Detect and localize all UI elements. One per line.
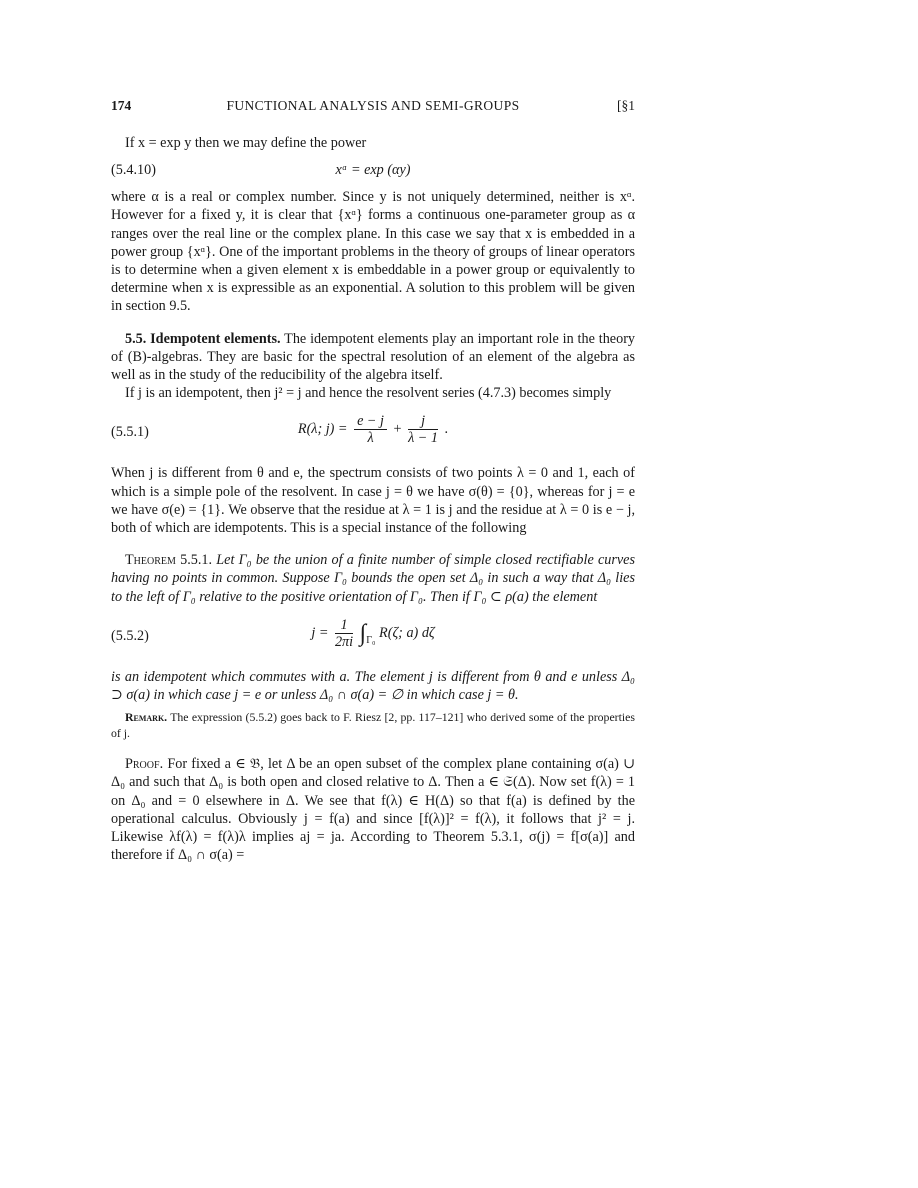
equation-5-5-1 <box>111 410 635 456</box>
plus-sign: + <box>393 421 402 438</box>
page-number: 174 <box>111 98 132 113</box>
proof-label: Proof. <box>125 756 164 773</box>
numerator: 1 <box>335 617 353 634</box>
section-first-text: The idempotent elements play an important role in the theory of (B)-algebras. They are basic for the spectral resolution of an element of the algebra as well as in the study of the reducibility of the algebra itself. <box>111 330 636 384</box>
remark-text: The expression (5.5.2) goes back to F. Riesz [2, pp. 117–121] who derived some of the properties of j. <box>111 710 635 740</box>
fraction-1 <box>354 413 387 446</box>
theorem-text: Let Γ₀ be the union of a finite number of simple closed rectifiable curves having no points in common. Suppose Γ₀ bounds the open set Δ₀ in such a way that Δ₀ lies to the left of Γ₀ relative to the positive orientation of Γ₀. Then if Γ₀ ⊂ ρ(a) the element <box>111 552 636 605</box>
fraction <box>335 617 353 650</box>
equation-expression <box>111 617 635 650</box>
page-body <box>111 134 635 864</box>
remark-label: Remark. <box>125 710 168 725</box>
intro-line: If x = exp y then we may define the power <box>125 135 367 151</box>
running-header <box>111 98 635 118</box>
section-heading: 5.5. Idempotent elements. <box>125 330 281 347</box>
equation-lhs: R(λ; j) = <box>297 421 348 438</box>
denominator: λ <box>367 430 374 447</box>
intro-paragraph: where α is a real or complex number. Since y is not uniquely determined, neither is xᵅ. However for a fixed y, it is clear that {xᵅ} forms a continuous one-parameter group as α ranges over the real line or the complex plane. In this case we say that x is embedded in a power group {xᵅ}. One of the important problems in the theory of groups of linear operators is to determine when a given element x is embeddable in a power group or equivalently to determine when x is expressible as an exponential. A solution to this problem will be given in section 9.5. <box>111 189 635 315</box>
equation-lhs: j = <box>311 624 329 641</box>
numerator: j <box>408 413 438 430</box>
theorem-label: Theorem <box>125 552 176 569</box>
theorem-conclusion: is an idempotent which commutes with a. The element j is different from θ and e unless Δ₀ ⊃ σ(a) in which case j = e or unless Δ₀ ∩ σ(a) = ∅ in which case j = θ. <box>111 668 635 704</box>
proof-text: For fixed a ∈ 𝔅, let Δ be an open subset of the complex plane containing σ(a) ∪ Δ₀ and such that Δ₀ is both open and closed relative to Δ. Then a ∈ 𝔖(Δ). Now set f(λ) = 1 on Δ₀ and = 0 elsewhere in Δ. We see that f(λ) ∈ H(Δ) so that f(a) is defined by the operational calculus. Obviously j = f(a) and since [f(λ)]² = f(λ), it follows that j² = j. Likewise λf(λ) = f(λ)λ implies aj = ja. According to Theorem 5.3.1, σ(j) = f[σ(a)] and therefore if Δ₀ ∩ σ(a) = <box>111 756 635 864</box>
section-first-paragraph <box>111 330 635 385</box>
period: . <box>444 421 449 438</box>
integrand: R(ζ; a) dζ <box>379 624 435 641</box>
theorem-statement <box>111 551 635 606</box>
equation-5-5-2 <box>111 614 635 660</box>
denominator: 2πi <box>334 633 354 650</box>
section-second-paragraph: If j is an idempotent, then j² = j and hence the resolvent series (4.7.3) becomes simply <box>125 385 612 402</box>
equation-expression: xᵅ = exp (αy) <box>335 162 411 179</box>
denominator: λ − 1 <box>408 430 438 447</box>
remark <box>111 710 635 741</box>
equation-expression <box>111 413 635 446</box>
equation-5-4-10 <box>111 158 635 182</box>
numerator: e − j <box>354 413 387 430</box>
equation-number: (5.5.2) <box>111 627 149 644</box>
integral-sign: ∫ <box>359 620 367 647</box>
fraction-2 <box>408 413 438 446</box>
equation-number: (5.4.10) <box>111 162 156 179</box>
spectrum-paragraph: When j is different from θ and e, the spectrum consists of two points λ = 0 and 1, each of which is a simple pole of the resolvent. In case j = θ we have σ(θ) = {0}, whereas for j = e we have σ(e) = {1}. We observe that the residue at λ = 1 is j and the residue at λ = 0 is e − j, both of which are idempotents. This is a special instance of the following <box>111 465 635 537</box>
running-title: FUNCTIONAL ANALYSIS AND SEMI-GROUPS <box>226 98 520 113</box>
integral-subscript: Γ₀ <box>366 634 376 646</box>
proof-paragraph <box>111 755 635 864</box>
theorem-number: 5.5.1. <box>180 552 213 569</box>
section-marker: [§1 <box>617 98 635 113</box>
equation-number: (5.5.1) <box>111 424 149 441</box>
